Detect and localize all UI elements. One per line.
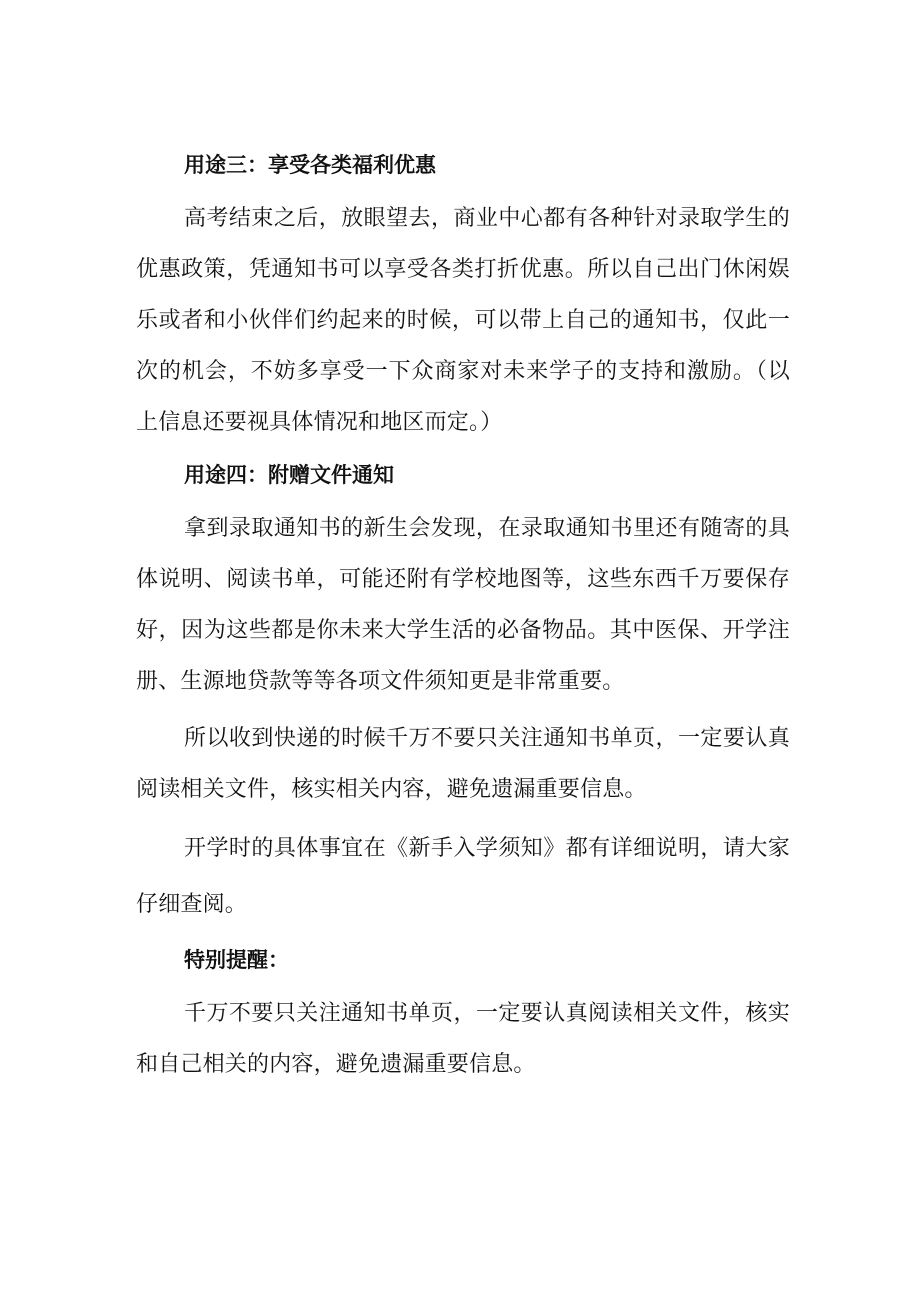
paragraph-enrollment-guide: 开学时的具体事宜在《新手入学须知》都有详细说明，请大家仔细查阅。 (136, 836, 790, 917)
section-heading-special-reminder: 特别提醒： (184, 948, 289, 972)
section-heading-use-four: 用途四：附赠文件通知 (184, 463, 394, 487)
paragraph-reminder: 千万不要只关注通知书单页，一定要认真阅读相关文件，核实和自己相关的内容，避免遗漏重要信息。 (136, 1001, 790, 1077)
paragraph-discounts: 高考结束之后，放眼望去，商业中心都有各种针对录取学生的优惠政策，凭通知书可以享受各类打折优惠。所以自己出门休闲娱乐或者和小伙伴们约起来的时候，可以带上自己的通知书，仅此一次的机会，不妨多享受一下众商家对未来学子的支持和激励。（以上信息还要视具体情况和地区而定。） (136, 206, 790, 435)
paragraph-attached-documents: 拿到录取通知书的新生会发现，在录取通知书里还有随寄的具体说明、阅读书单，可能还附有学校地图等，这些东西千万要保存好，因为这些都是你未来大学生活的必备物品。其中医保、开学注册、生源地贷款等等各项文件须知更是非常重要。 (136, 516, 790, 694)
section-heading-use-three: 用途三：享受各类福利优惠 (184, 153, 436, 177)
paragraph-read-documents: 所以收到快递的时候千万不要只关注通知书单页，一定要认真阅读相关文件，核实相关内容，避免遗漏重要信息。 (136, 726, 790, 802)
document-body (136, 140, 790, 1090)
